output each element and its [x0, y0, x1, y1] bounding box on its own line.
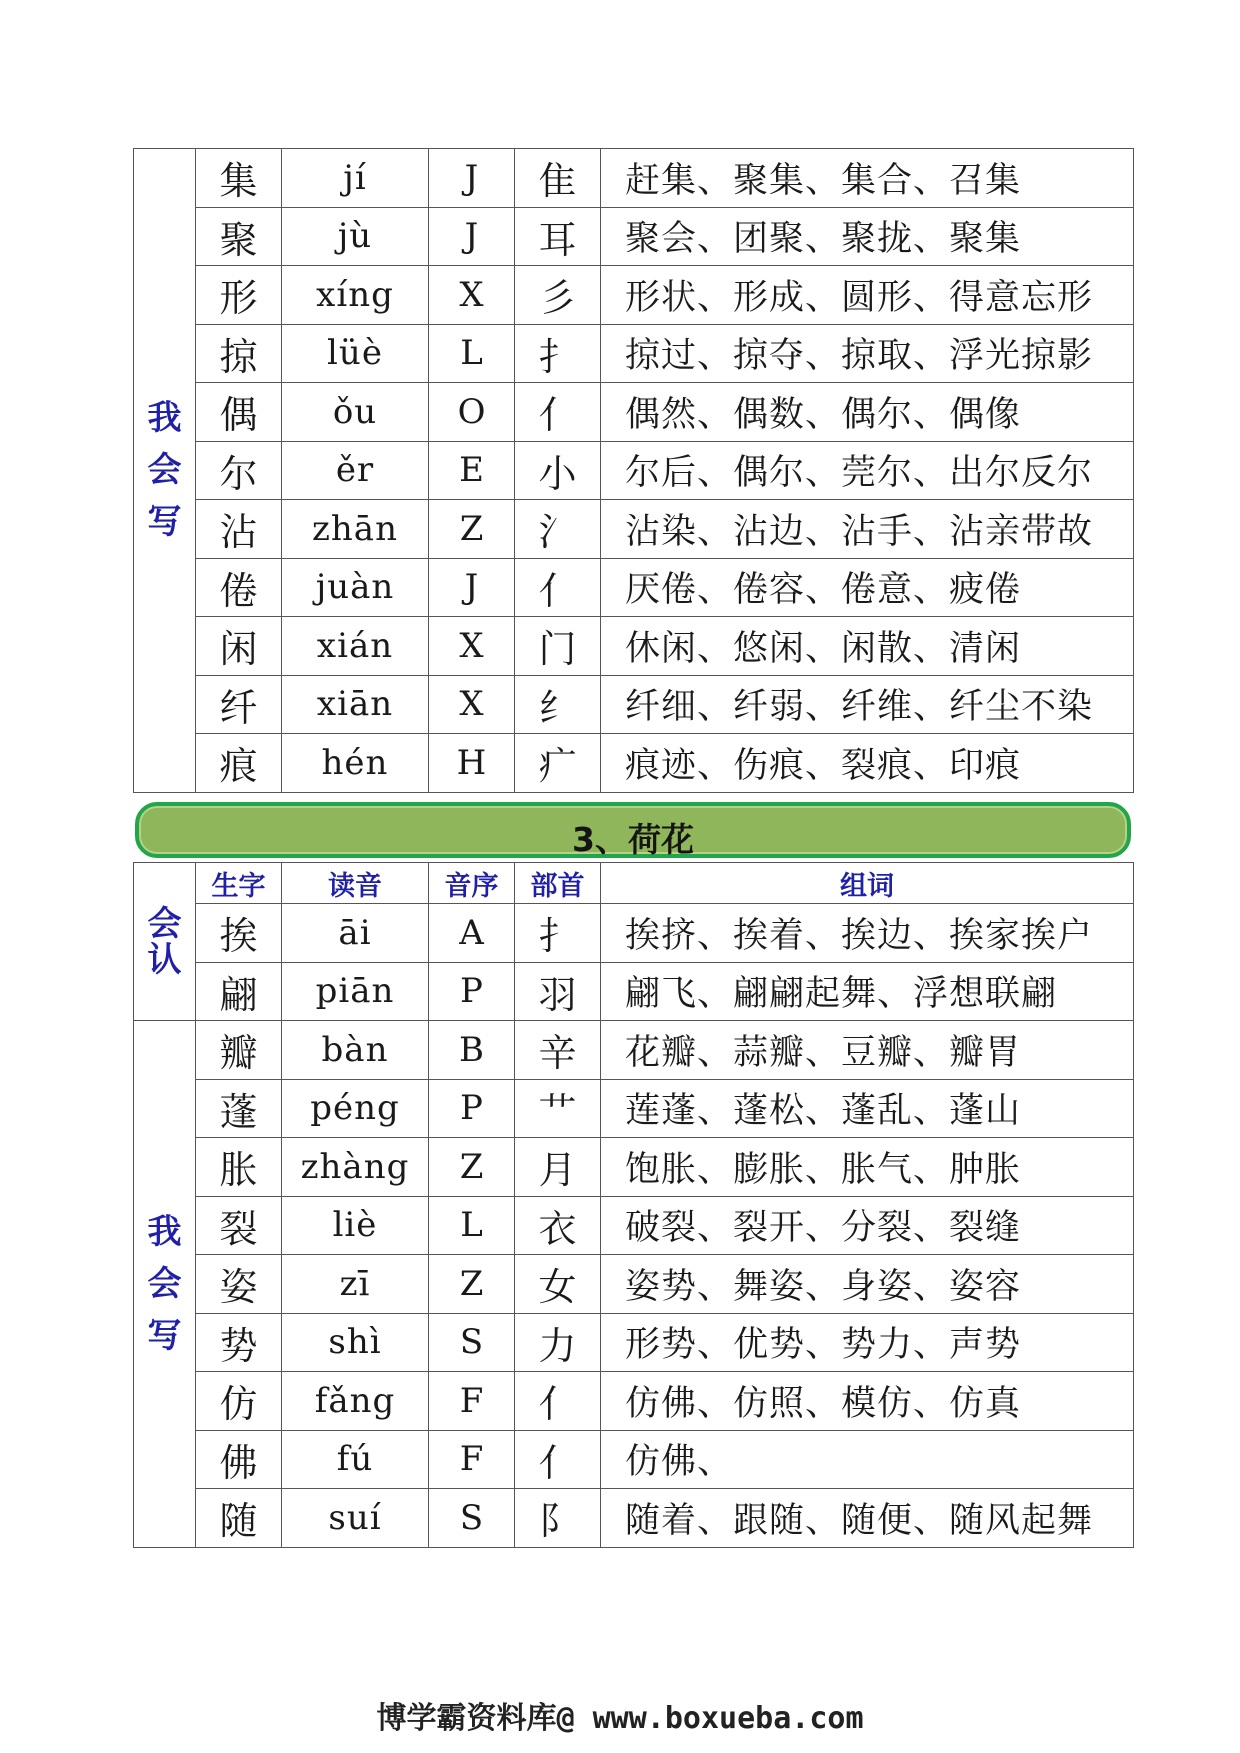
char-cell: 翩 — [196, 962, 282, 1021]
words-cell: 姿势、舞姿、身姿、姿容 — [601, 1255, 1134, 1314]
table-row — [134, 1255, 1134, 1314]
initial-cell: B — [429, 1021, 515, 1080]
pinyin-cell: ǒu — [282, 383, 429, 442]
initial-cell: Z — [429, 1138, 515, 1197]
pinyin-cell: fú — [282, 1430, 429, 1489]
table-row — [134, 1489, 1134, 1548]
header-row — [134, 863, 1134, 904]
section-banner — [135, 802, 1131, 858]
side-label-char: 会 — [147, 1263, 182, 1304]
pinyin-cell: lüè — [282, 324, 429, 383]
pinyin-cell: péng — [282, 1079, 429, 1138]
table-row — [134, 1138, 1134, 1197]
table-row — [134, 207, 1134, 266]
initial-cell: Z — [429, 500, 515, 559]
char-cell: 仿 — [196, 1372, 282, 1431]
header-initial: 音序 — [429, 863, 515, 904]
initial-cell: F — [429, 1430, 515, 1489]
pinyin-cell: shì — [282, 1313, 429, 1372]
words-cell: 形势、优势、势力、声势 — [601, 1313, 1134, 1372]
initial-cell: Z — [429, 1255, 515, 1314]
side-label-char: 写 — [147, 1315, 182, 1356]
char-cell: 痕 — [196, 734, 282, 793]
words-cell: 聚会、团聚、聚拢、聚集 — [601, 207, 1134, 266]
char-cell: 挨 — [196, 904, 282, 963]
char-cell: 势 — [196, 1313, 282, 1372]
radical-cell: 亻 — [515, 383, 601, 442]
initial-cell: J — [429, 558, 515, 617]
table-row — [134, 1021, 1134, 1080]
char-cell: 胀 — [196, 1138, 282, 1197]
initial-cell: L — [429, 1196, 515, 1255]
initial-cell: X — [429, 675, 515, 734]
char-cell: 集 — [196, 149, 282, 208]
char-cell: 形 — [196, 266, 282, 325]
radical-cell: 耳 — [515, 207, 601, 266]
header-pinyin: 读音 — [282, 863, 429, 904]
char-cell: 佛 — [196, 1430, 282, 1489]
pinyin-cell: jí — [282, 149, 429, 208]
table-row — [134, 441, 1134, 500]
table-row — [134, 324, 1134, 383]
side-label-recognize — [134, 863, 196, 1021]
words-cell: 挨挤、挨着、挨边、挨家挨户 — [601, 904, 1134, 963]
header-radical: 部首 — [515, 863, 601, 904]
initial-cell: P — [429, 962, 515, 1021]
initial-cell: F — [429, 1372, 515, 1431]
words-cell: 掠过、掠夺、掠取、浮光掠影 — [601, 324, 1134, 383]
table-row — [134, 500, 1134, 559]
pinyin-cell: suí — [282, 1489, 429, 1548]
words-cell: 沾染、沾边、沾手、沾亲带故 — [601, 500, 1134, 559]
radical-cell: 疒 — [515, 734, 601, 793]
pinyin-cell: xiān — [282, 675, 429, 734]
initial-cell: S — [429, 1313, 515, 1372]
radical-cell: 力 — [515, 1313, 601, 1372]
char-cell: 闲 — [196, 617, 282, 676]
header-char: 生字 — [196, 863, 282, 904]
initial-cell: E — [429, 441, 515, 500]
side-label-char: 认 — [147, 939, 182, 980]
initial-cell: O — [429, 383, 515, 442]
words-cell: 莲蓬、蓬松、蓬乱、蓬山 — [601, 1079, 1134, 1138]
initial-cell: A — [429, 904, 515, 963]
initial-cell: H — [429, 734, 515, 793]
vocab-table-lotus — [133, 862, 1134, 1548]
pinyin-cell: jù — [282, 207, 429, 266]
pinyin-cell: hén — [282, 734, 429, 793]
words-cell: 纤细、纤弱、纤维、纤尘不染 — [601, 675, 1134, 734]
char-cell: 裂 — [196, 1196, 282, 1255]
table-row — [134, 675, 1134, 734]
radical-cell: 艹 — [515, 1079, 601, 1138]
words-cell: 厌倦、倦容、倦意、疲倦 — [601, 558, 1134, 617]
table-row — [134, 558, 1134, 617]
pinyin-cell: āi — [282, 904, 429, 963]
radical-cell: 阝 — [515, 1489, 601, 1548]
vocab-table-write-1 — [133, 148, 1134, 793]
char-cell: 随 — [196, 1489, 282, 1548]
radical-cell: 亻 — [515, 1372, 601, 1431]
char-cell: 沾 — [196, 500, 282, 559]
char-cell: 聚 — [196, 207, 282, 266]
initial-cell: X — [429, 266, 515, 325]
radical-cell: 纟 — [515, 675, 601, 734]
table-row — [134, 962, 1134, 1021]
side-label-char: 写 — [147, 502, 182, 543]
words-cell: 破裂、裂开、分裂、裂缝 — [601, 1196, 1134, 1255]
pinyin-cell: xián — [282, 617, 429, 676]
words-cell: 偶然、偶数、偶尔、偶像 — [601, 383, 1134, 442]
table-row — [134, 1196, 1134, 1255]
char-cell: 倦 — [196, 558, 282, 617]
char-cell: 掠 — [196, 324, 282, 383]
initial-cell: X — [429, 617, 515, 676]
pinyin-cell: zī — [282, 1255, 429, 1314]
side-label-char: 我 — [147, 398, 182, 439]
radical-cell: 月 — [515, 1138, 601, 1197]
radical-cell: 小 — [515, 441, 601, 500]
pinyin-cell: ěr — [282, 441, 429, 500]
radical-cell: 扌 — [515, 324, 601, 383]
radical-cell: 氵 — [515, 500, 601, 559]
radical-cell: 衣 — [515, 1196, 601, 1255]
table-row — [134, 266, 1134, 325]
radical-cell: 扌 — [515, 904, 601, 963]
pinyin-cell: liè — [282, 1196, 429, 1255]
words-cell: 随着、跟随、随便、随风起舞 — [601, 1489, 1134, 1548]
table-row — [134, 904, 1134, 963]
table-row — [134, 1372, 1134, 1431]
pinyin-cell: bàn — [282, 1021, 429, 1080]
table-row — [134, 1079, 1134, 1138]
side-label-write — [134, 149, 196, 793]
radical-cell: 门 — [515, 617, 601, 676]
pinyin-cell: zhàng — [282, 1138, 429, 1197]
words-cell: 痕迹、伤痕、裂痕、印痕 — [601, 734, 1134, 793]
initial-cell: S — [429, 1489, 515, 1548]
header-words: 组词 — [601, 863, 1134, 904]
radical-cell: 亻 — [515, 558, 601, 617]
char-cell: 瓣 — [196, 1021, 282, 1080]
pinyin-cell: piān — [282, 962, 429, 1021]
pinyin-cell: xíng — [282, 266, 429, 325]
char-cell: 偶 — [196, 383, 282, 442]
char-cell: 尔 — [196, 441, 282, 500]
table-row — [134, 1313, 1134, 1372]
char-cell: 蓬 — [196, 1079, 282, 1138]
words-cell: 花瓣、蒜瓣、豆瓣、瓣胃 — [601, 1021, 1134, 1080]
pinyin-cell: zhān — [282, 500, 429, 559]
words-cell: 休闲、悠闲、闲散、清闲 — [601, 617, 1134, 676]
table-row — [134, 617, 1134, 676]
radical-cell: 隹 — [515, 149, 601, 208]
words-cell: 尔后、偶尔、莞尔、出尔反尔 — [601, 441, 1134, 500]
initial-cell: P — [429, 1079, 515, 1138]
table-row — [134, 734, 1134, 793]
char-cell: 姿 — [196, 1255, 282, 1314]
table-row — [134, 149, 1134, 208]
pinyin-cell: juàn — [282, 558, 429, 617]
radical-cell: 女 — [515, 1255, 601, 1314]
radical-cell: 羽 — [515, 962, 601, 1021]
char-cell: 纤 — [196, 675, 282, 734]
words-cell: 仿佛、 — [601, 1430, 1134, 1489]
pinyin-cell: fǎng — [282, 1372, 429, 1431]
words-cell: 赶集、聚集、集合、召集 — [601, 149, 1134, 208]
radical-cell: 亻 — [515, 1430, 601, 1489]
section-title: 3、荷花 — [572, 820, 694, 859]
side-label-char: 会 — [147, 450, 182, 491]
initial-cell: L — [429, 324, 515, 383]
footer-watermark: 博学霸资料库@ www.boxueba.com — [376, 1701, 864, 1736]
words-cell: 形状、形成、圆形、得意忘形 — [601, 266, 1134, 325]
table-row — [134, 383, 1134, 442]
words-cell: 饱胀、膨胀、胀气、肿胀 — [601, 1138, 1134, 1197]
side-label-char: 我 — [147, 1211, 182, 1252]
words-cell: 翩飞、翩翩起舞、浮想联翩 — [601, 962, 1134, 1021]
side-label-char: 会 — [147, 903, 182, 944]
words-cell: 仿佛、仿照、模仿、仿真 — [601, 1372, 1134, 1431]
initial-cell: J — [429, 149, 515, 208]
side-label-write — [134, 1021, 196, 1548]
table-row — [134, 1430, 1134, 1489]
initial-cell: J — [429, 207, 515, 266]
radical-cell: 彡 — [515, 266, 601, 325]
radical-cell: 辛 — [515, 1021, 601, 1080]
